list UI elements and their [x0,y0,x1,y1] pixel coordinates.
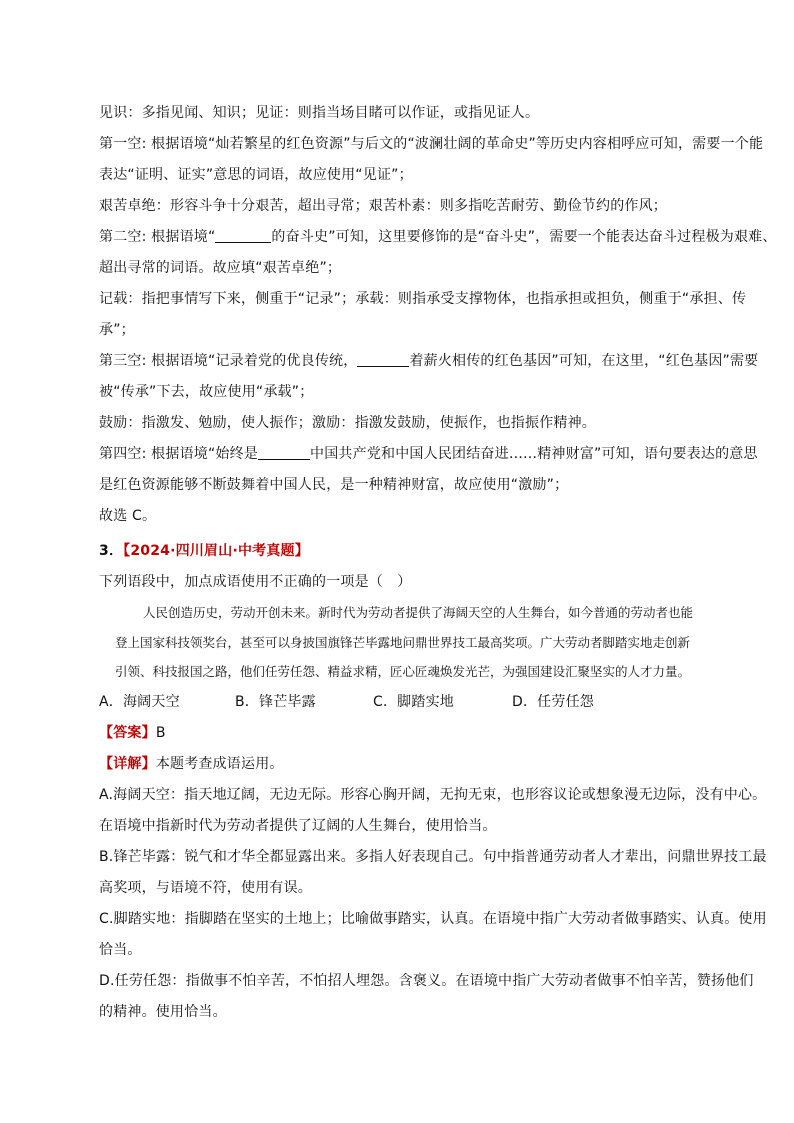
fill-blank [258,445,310,460]
question-number: 3． [99,543,124,559]
options-row [99,687,727,718]
text-line [99,222,777,253]
option-c: C．脚踏实地 [373,693,454,710]
question-header [99,536,727,567]
text-fragment: 着薪火相传的红色基因”可知，在这里，“红色基因”需要 [409,353,759,369]
detail-tag: 【详解】 [99,755,156,772]
fill-blank [215,228,271,243]
text-line: 表达“证明、证实”意思的词语，故应使用“见证”； [99,167,413,183]
text-fragment: 的奋斗史”可知，这里要修饰的是“奋斗史”，需要一个能表达奋斗过程极为艰难、 [271,229,777,245]
answer-line [99,718,727,749]
option-b: B．锋芒毕露 [235,693,316,710]
detail-line: D.任劳任怨：指做事不怕辛苦，不怕招人埋怨。含褒义。在语境中指广大劳动者做事不怕辛苦，赞扬他们 [99,972,754,989]
passage-line: 人民创造历史，劳动开创未来。新时代为劳动者提供了海阔天空的人生舞台，如今普通的劳动者也能 [143,605,694,620]
text-line: 鼓励：指激发、勉励，使人振作；激励：指激发鼓励，使振作，也指振作精神。 [99,415,596,431]
text-line: 被“传承”下去，故应使用“承载”； [99,384,314,400]
passage-line: 引领、科技报国之路，他们任劳任怨、精益求精，匠心匠魂焕发光芒，为强国建设汇聚坚实的人才力量。 [115,664,691,679]
detail-line: A.海阔天空：指天地辽阔，无边无际。形容心胸开阔，无拘无束，也形容议论或想象漫无边际，没有中心。 [99,786,767,803]
detail-line: C.脚踏实地：指脚踏在坚实的土地上；比喻做事踏实，认真。在语境中指广大劳动者做事踏实、认真。使用 [99,910,767,927]
option-a: A．海阔天空 [99,693,180,710]
text-fragment: 第四空: 根据语境“始终是 [99,446,259,462]
text-line: 艰苦卓绝：形容斗争十分艰苦，超出寻常；艰苦朴素：则多指吃苦耐劳、勤俭节约的作风； [99,198,667,214]
text-fragment: 第二空: 根据语境“ [99,229,216,245]
text-fragment: 第三空: 根据语境“记录着党的优良传统， [99,353,358,369]
text-line: 见识：多指见闻、知识；见证：则指当场目睹可以作证，或指见证人。 [99,105,540,121]
detail-line: B.锋芒毕露：锐气和才华全都显露出来。多指人好表现自己。句中指普通劳动者人才辈出，问鼎世界技工最 [99,848,767,865]
fill-blank [357,352,409,367]
text-line: 记载：指把事情写下来，侧重于“记录”；承载：则指承受支撑物体，也指承担或担负，侧重于“承担、传 [99,291,747,307]
passage-line: 登上国家科技领奖台，甚至可以身披国旗锋芒毕露地问鼎世界技工最高奖项。广大劳动者脚踏实地走创新 [115,634,691,650]
answer-value: B [155,724,166,741]
text-fragment: 中国共产党和中国人民团结奋进……精神财富”可知，语句要表达的意思 [310,446,758,462]
answer-tag: 【答案】 [99,724,156,741]
question-source: 【2024·四川眉山·中考真题】 [123,543,309,559]
detail-line: 在语境中指新时代为劳动者提供了辽阔的人生舞台，使用恰当。 [99,817,497,834]
text-line: 故选 C。 [99,508,157,524]
text-line: 第一空: 根据语境“灿若繁星的红色资源”与后文的“波澜壮阔的革命史”等历史内容相呼应可知，需要一个能 [99,136,764,152]
text-line: 是红色资源能够不断鼓舞着中国人民，是一种精神财富，故应使用“激励”； [99,477,569,493]
detail-line: 恰当。 [99,941,142,958]
detail-line: 的精神。使用恰当。 [99,1003,227,1020]
question-stem: 下列语段中，加点成语使用不正确的一项是（ ） [99,574,412,590]
text-line: 承”； [99,322,135,338]
text-line [99,346,759,377]
detail-header [99,749,727,780]
text-line [99,439,758,470]
option-d: D．任劳任怨 [512,693,594,710]
detail-intro: 本题考查成语运用。 [155,755,284,772]
detail-line: 高奖项，与语境不符，使用有误。 [99,879,312,896]
document-page [99,98,777,1028]
text-line: 超出寻常的词语。故应填“艰苦卓绝”； [99,260,342,276]
